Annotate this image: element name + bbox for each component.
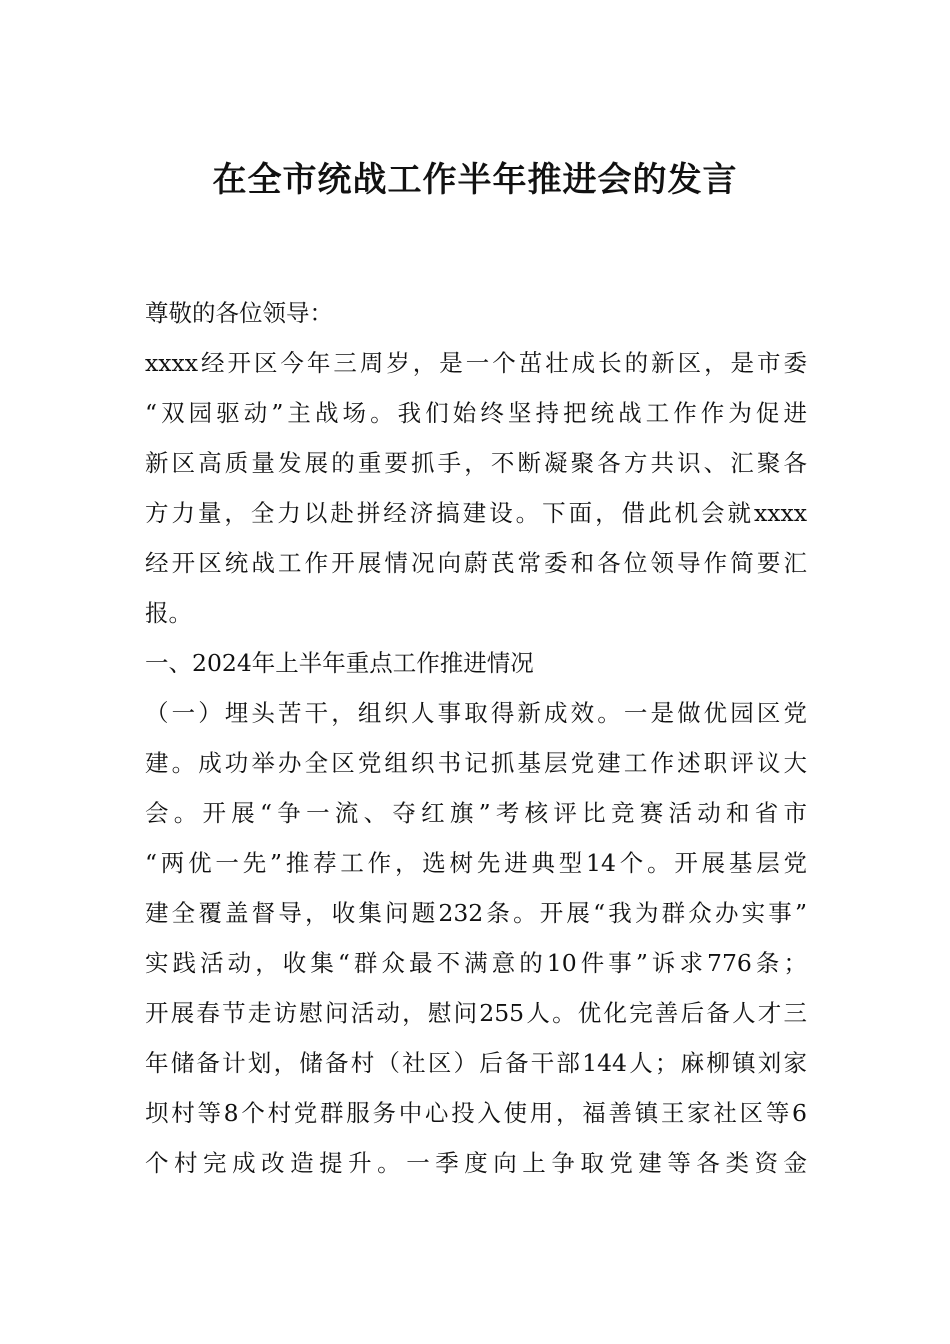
paragraph-line: “两优一先”推荐工作，选树先进典型14个。开展基层党	[145, 849, 807, 877]
paragraph-line: 经开区统战工作开展情况向蔚芪常委和各位领导作简要汇	[145, 549, 807, 577]
paragraph-line: 会。开展“争一流、夺红旗”考核评比竞赛活动和省市	[145, 799, 807, 827]
salutation-line: 尊敬的各位领导：	[145, 299, 333, 327]
document-body	[145, 288, 807, 1188]
paragraph-line: 建。成功举办全区党组织书记抓基层党建工作述职评议大	[145, 749, 807, 777]
section-heading: 一、2024年上半年重点工作推进情况	[145, 649, 534, 677]
paragraph-line: 新区高质量发展的重要抓手，不断凝聚各方共识、汇聚各	[145, 449, 807, 477]
paragraph-line: 建全覆盖督导，收集问题232条。开展“我为群众办实事”	[145, 899, 807, 927]
document-title: 在全市统战工作半年推进会的发言	[212, 160, 738, 200]
paragraph-line: 开展春节走访慰问活动，慰问255人。优化完善后备人才三	[145, 999, 807, 1027]
paragraph-line: 报。	[145, 599, 192, 627]
paragraph-line: “双园驱动”主战场。我们始终坚持把统战工作作为促进	[145, 399, 807, 427]
paragraph-line: 年储备计划，储备村（社区）后备干部144人；麻柳镇刘家	[145, 1049, 807, 1077]
paragraph-line: 坝村等8个村党群服务中心投入使用，福善镇王家社区等6	[145, 1099, 807, 1127]
paragraph-line: （一）埋头苦干，组织人事取得新成效。一是做优园区党	[145, 699, 807, 727]
paragraph-line: xxxx经开区今年三周岁，是一个茁壮成长的新区，是市委	[145, 349, 807, 377]
paragraph-line: 个村完成改造提升。一季度向上争取党建等各类资金	[145, 1149, 807, 1177]
paragraph-line: 方力量，全力以赴拼经济搞建设。下面，借此机会就xxxx	[145, 499, 807, 527]
paragraph-line: 实践活动，收集“群众最不满意的10件事”诉求776条；	[145, 949, 807, 977]
